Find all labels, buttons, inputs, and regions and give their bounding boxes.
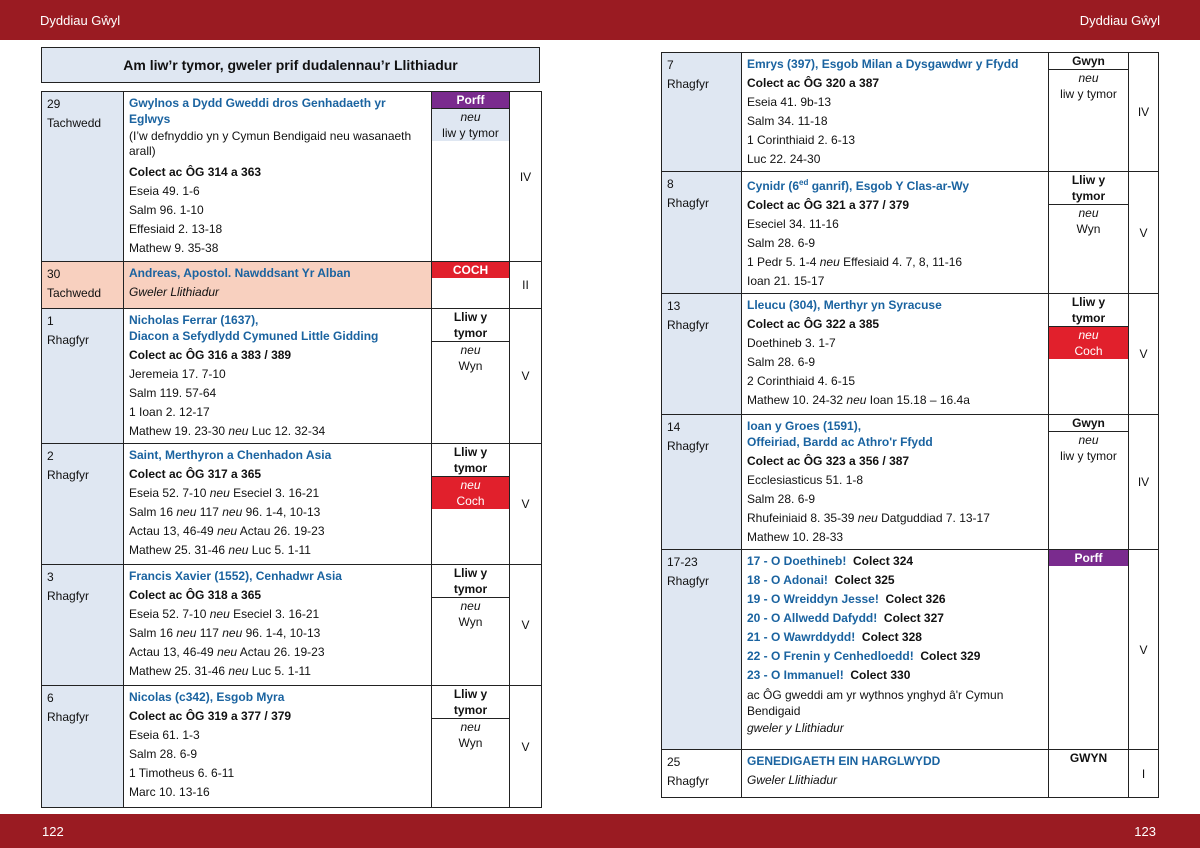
- colour-alternative: neu liw y tymor: [1049, 70, 1128, 102]
- reading: Mathew 10. 28-33: [747, 530, 844, 544]
- rank-cell: V: [1129, 172, 1159, 294]
- reading: 1 Ioan 2. 12-17: [129, 405, 210, 419]
- observance-cell: [124, 92, 432, 262]
- date-cell: [42, 444, 124, 565]
- liturgical-colour-cell: [432, 262, 510, 309]
- see-lectionary: Gweler Llithiadur: [129, 285, 220, 299]
- month-name: Tachwedd: [47, 116, 102, 130]
- reading: Eseia 41. 9b-13: [747, 95, 832, 109]
- table-row: [662, 550, 1159, 750]
- reading: 2 Corinthiaid 4. 6-15: [747, 374, 856, 388]
- liturgical-colour-cell: [1049, 294, 1129, 415]
- liturgical-colour-cell: [432, 92, 510, 262]
- reading: Salm 28. 6-9: [747, 355, 816, 369]
- rank-cell: I: [1129, 750, 1159, 798]
- observance-cell: [742, 415, 1049, 550]
- table-row: [662, 750, 1159, 798]
- see-lectionary: Gweler Llithiadur: [747, 773, 838, 787]
- page-number-right: 123: [1134, 824, 1156, 839]
- reading: Eseia 49. 1-6: [129, 184, 200, 198]
- observance-note: (I’w defnyddio yn y Cymun Bendigaid neu wasanaeth arall): [129, 129, 412, 158]
- liturgical-colour-cell: [1049, 415, 1129, 550]
- month-name: Rhagfyr: [667, 196, 710, 210]
- reading: Salm 34. 11-18: [747, 114, 828, 128]
- month-name: Tachwedd: [47, 286, 102, 300]
- reading: Salm 28. 6-9: [747, 236, 816, 250]
- month-name: Rhagfyr: [47, 333, 90, 347]
- reading: Jeremeia 17. 7-10: [129, 367, 226, 381]
- liturgical-colour-cell: [432, 686, 510, 808]
- colour-purple: Porff: [432, 92, 509, 109]
- reading: Mathew 25. 31-46 neu Luc 5. 1-11: [129, 543, 311, 557]
- date-cell: [662, 53, 742, 172]
- observance-title: Cynidr ($6^{ed}$ ganrif), Esgob Y Clas-ar-Wy: [747, 178, 970, 193]
- reading: Salm 28. 6-9: [129, 747, 198, 761]
- day-number: 17-23: [667, 555, 698, 569]
- colour-season: Lliw y tymor: [432, 686, 509, 719]
- observance-title: GENEDIGAETH EIN HARGLWYDD: [747, 754, 941, 768]
- running-head-left: Dyddiau Gŵyl: [40, 13, 121, 28]
- date-cell: [662, 415, 742, 550]
- liturgical-colour-cell: [432, 309, 510, 444]
- month-name: Rhagfyr: [667, 318, 710, 332]
- collect-line: Colect ac ÔG 319 a 377 / 379: [129, 709, 292, 723]
- colour-alternative: neu Wyn: [432, 598, 509, 630]
- reading: Doethineb 3. 1-7: [747, 336, 836, 350]
- observance-title: Lleucu (304), Merthyr yn Syracuse: [747, 298, 942, 312]
- liturgical-colour-cell: [1049, 550, 1129, 750]
- date-cell: [42, 92, 124, 262]
- reading: Ioan 21. 15-17: [747, 274, 825, 288]
- colour-alternative: neu Coch: [1049, 327, 1128, 359]
- date-cell: [42, 686, 124, 808]
- day-number: 29: [47, 97, 61, 111]
- collect-line: Colect ac ÔG 317 a 365: [129, 467, 262, 481]
- table-row: [662, 294, 1159, 415]
- running-head-right: Dyddiau Gŵyl: [1079, 13, 1160, 28]
- day-number: 30: [47, 267, 61, 281]
- page-number-left: 122: [42, 824, 64, 839]
- day-number: 1: [47, 314, 54, 328]
- table-row: [662, 415, 1159, 550]
- table-row: [42, 92, 542, 262]
- observance-cell: [742, 53, 1049, 172]
- colour-alternative: neu liw y tymor: [1049, 432, 1128, 464]
- colour-season: Lliw y tymor: [1049, 294, 1128, 327]
- calendar-table-right: [661, 52, 1159, 798]
- month-name: Rhagfyr: [667, 774, 710, 788]
- observance-title: Francis Xavier (1552), Cenhadwr Asia: [129, 569, 342, 583]
- antiphon-line: 21 - O Wawrddydd! Colect 328: [747, 630, 922, 644]
- rank-cell: V: [1129, 550, 1159, 750]
- observance-cell: [742, 172, 1049, 294]
- prayer-note: ac ÔG gweddi am yr wythnos ynghyd â'r Cymun Bendigaid: [747, 688, 1004, 718]
- rank-cell: V: [510, 565, 542, 686]
- table-row: [42, 309, 542, 444]
- observance-cell: [124, 565, 432, 686]
- reading: Salm 28. 6-9: [747, 492, 816, 506]
- observance-title: Emrys (397), Esgob Milan a Dysgawdwr y Ffydd: [747, 57, 1019, 71]
- observance-cell: [124, 686, 432, 808]
- table-row: [42, 262, 542, 309]
- observance-title: Gwylnos a Dydd Gweddi dros Genhadaeth yr Eglwys: [129, 96, 386, 126]
- collect-line: Colect ac ÔG 321 a 377 / 379: [747, 198, 910, 212]
- reading: Salm 16 neu 117 neu 96. 1-4, 10-13: [129, 626, 321, 640]
- rank-cell: V: [510, 686, 542, 808]
- month-name: Rhagfyr: [667, 77, 710, 91]
- see-lectionary: gweler y Llithiadur: [747, 721, 844, 735]
- observance-cell: [742, 750, 1049, 798]
- observance-cell: [124, 309, 432, 444]
- reading: Actau 13, 46-49 neu Actau 26. 19-23: [129, 645, 325, 659]
- footer-band: [0, 814, 1200, 848]
- reading: Effesiaid 2. 13-18: [129, 222, 223, 236]
- date-cell: [662, 550, 742, 750]
- colour-white: Gwyn: [1049, 415, 1128, 432]
- antiphon-line: 17 - O Doethineb! Colect 324: [747, 554, 914, 568]
- liturgical-colour-cell: [432, 565, 510, 686]
- observance-cell: [124, 262, 432, 309]
- observance-title: Nicholas Ferrar (1637), Diacon a Sefydlydd Cymuned Little Gidding: [129, 313, 379, 343]
- colour-red: COCH: [432, 262, 509, 278]
- rank-cell: II: [510, 262, 542, 309]
- antiphon-line: 22 - O Frenin y Cenhedloedd! Colect 329: [747, 649, 981, 663]
- month-name: Rhagfyr: [47, 589, 90, 603]
- antiphon-line: 20 - O Allwedd Dafydd! Colect 327: [747, 611, 944, 625]
- day-number: 2: [47, 449, 54, 463]
- colour-white: Gwyn: [1049, 53, 1128, 70]
- observance-title: Andreas, Apostol. Nawddsant Yr Alban: [129, 266, 351, 280]
- table-row: [42, 444, 542, 565]
- table-row: [662, 172, 1159, 294]
- day-number: 13: [667, 299, 681, 313]
- liturgical-colour-cell: [1049, 750, 1129, 798]
- colour-season: Lliw y tymor: [1049, 172, 1128, 205]
- observance-cell: [742, 294, 1049, 415]
- reading: Salm 119. 57-64: [129, 386, 217, 400]
- day-number: 6: [47, 691, 54, 705]
- day-number: 14: [667, 420, 681, 434]
- date-cell: [662, 750, 742, 798]
- colour-season: Lliw y tymor: [432, 309, 509, 342]
- date-cell: [42, 565, 124, 686]
- collect-line: Colect ac ÔG 320 a 387: [747, 76, 880, 90]
- rank-cell: IV: [510, 92, 542, 262]
- reading: Mathew 10. 24-32 neu Ioan 15.18 – 16.4a: [747, 393, 970, 407]
- colour-season: Lliw y tymor: [432, 444, 509, 477]
- colour-alternative: neu Wyn: [1049, 205, 1128, 237]
- calendar-table-left: [41, 91, 542, 808]
- reading: Eseciel 34. 11-16: [747, 217, 839, 231]
- reading: Ecclesiasticus 51. 1-8: [747, 473, 864, 487]
- colour-season: Lliw y tymor: [432, 565, 509, 598]
- reading: Marc 10. 13-16: [129, 785, 210, 799]
- observance-title: Saint, Merthyron a Chenhadon Asia: [129, 448, 332, 462]
- observance-title: Nicolas (c342), Esgob Myra: [129, 690, 285, 704]
- date-cell: [42, 309, 124, 444]
- reading: Mathew 9. 35-38: [129, 241, 219, 255]
- colour-alternative: neu Wyn: [432, 342, 509, 374]
- reading: Salm 16 neu 117 neu 96. 1-4, 10-13: [129, 505, 321, 519]
- reading: Mathew 19. 23-30 neu Luc 12. 32-34: [129, 424, 326, 438]
- month-name: Rhagfyr: [47, 710, 90, 724]
- collect-line: Colect ac ÔG 314 a 363: [129, 165, 262, 179]
- observance-title: Ioan y Groes (1591), Offeiriad, Bardd ac Athro'r Ffydd: [747, 419, 933, 449]
- reading: Eseia 52. 7-10 neu Eseciel 3. 16-21: [129, 486, 320, 500]
- reading: 1 Timotheus 6. 6-11: [129, 766, 235, 780]
- date-cell: [662, 172, 742, 294]
- antiphon-line: 19 - O Wreiddyn Jesse! Colect 326: [747, 592, 946, 606]
- collect-line: Colect ac ÔG 316 a 383 / 389: [129, 348, 292, 362]
- observance-cell: [124, 444, 432, 565]
- reading: Salm 96. 1-10: [129, 203, 204, 217]
- day-number: 3: [47, 570, 54, 584]
- header-band: [0, 0, 1200, 40]
- antiphon-line: 23 - O Immanuel! Colect 330: [747, 668, 911, 682]
- reading: Mathew 25. 31-46 neu Luc 5. 1-11: [129, 664, 311, 678]
- season-colour-banner: Am liw’r tymor, gweler prif dudalennau’r Llithiadur: [41, 47, 540, 83]
- liturgical-colour-cell: [432, 444, 510, 565]
- reading: Rhufeiniaid 8. 35-39 neu Datguddiad 7. 13-17: [747, 511, 990, 525]
- table-row: [662, 53, 1159, 172]
- antiphon-line: 18 - O Adonai! Colect 325: [747, 573, 895, 587]
- reading: Eseia 52. 7-10 neu Eseciel 3. 16-21: [129, 607, 320, 621]
- liturgical-colour-cell: [1049, 172, 1129, 294]
- table-row: [42, 686, 542, 808]
- date-cell: [662, 294, 742, 415]
- rank-cell: IV: [1129, 53, 1159, 172]
- table-row: [42, 565, 542, 686]
- collect-line: Colect ac ÔG 322 a 385: [747, 317, 880, 331]
- rank-cell: V: [1129, 294, 1159, 415]
- day-number: 7: [667, 58, 674, 72]
- collect-line: Colect ac ÔG 318 a 365: [129, 588, 262, 602]
- reading: Luc 22. 24-30: [747, 152, 821, 166]
- colour-white: GWYN: [1049, 750, 1128, 766]
- colour-alternative: neu Coch: [432, 477, 509, 509]
- rank-cell: V: [510, 444, 542, 565]
- reading: 1 Pedr 5. 1-4 neu Effesiaid 4. 7, 8, 11-16: [747, 255, 963, 269]
- day-number: 25: [667, 755, 681, 769]
- month-name: Rhagfyr: [47, 468, 90, 482]
- liturgical-colour-cell: [1049, 53, 1129, 172]
- observance-cell: [742, 550, 1049, 750]
- day-number: 8: [667, 177, 674, 191]
- reading: Eseia 61. 1-3: [129, 728, 200, 742]
- colour-alternative: neu Wyn: [432, 719, 509, 751]
- colour-purple: Porff: [1049, 550, 1128, 566]
- rank-cell: V: [510, 309, 542, 444]
- reading: Actau 13, 46-49 neu Actau 26. 19-23: [129, 524, 325, 538]
- collect-line: Colect ac ÔG 323 a 356 / 387: [747, 454, 910, 468]
- month-name: Rhagfyr: [667, 439, 710, 453]
- month-name: Rhagfyr: [667, 574, 710, 588]
- reading: 1 Corinthiaid 2. 6-13: [747, 133, 856, 147]
- colour-alternative: neu liw y tymor: [432, 109, 509, 141]
- rank-cell: IV: [1129, 415, 1159, 550]
- date-cell: [42, 262, 124, 309]
